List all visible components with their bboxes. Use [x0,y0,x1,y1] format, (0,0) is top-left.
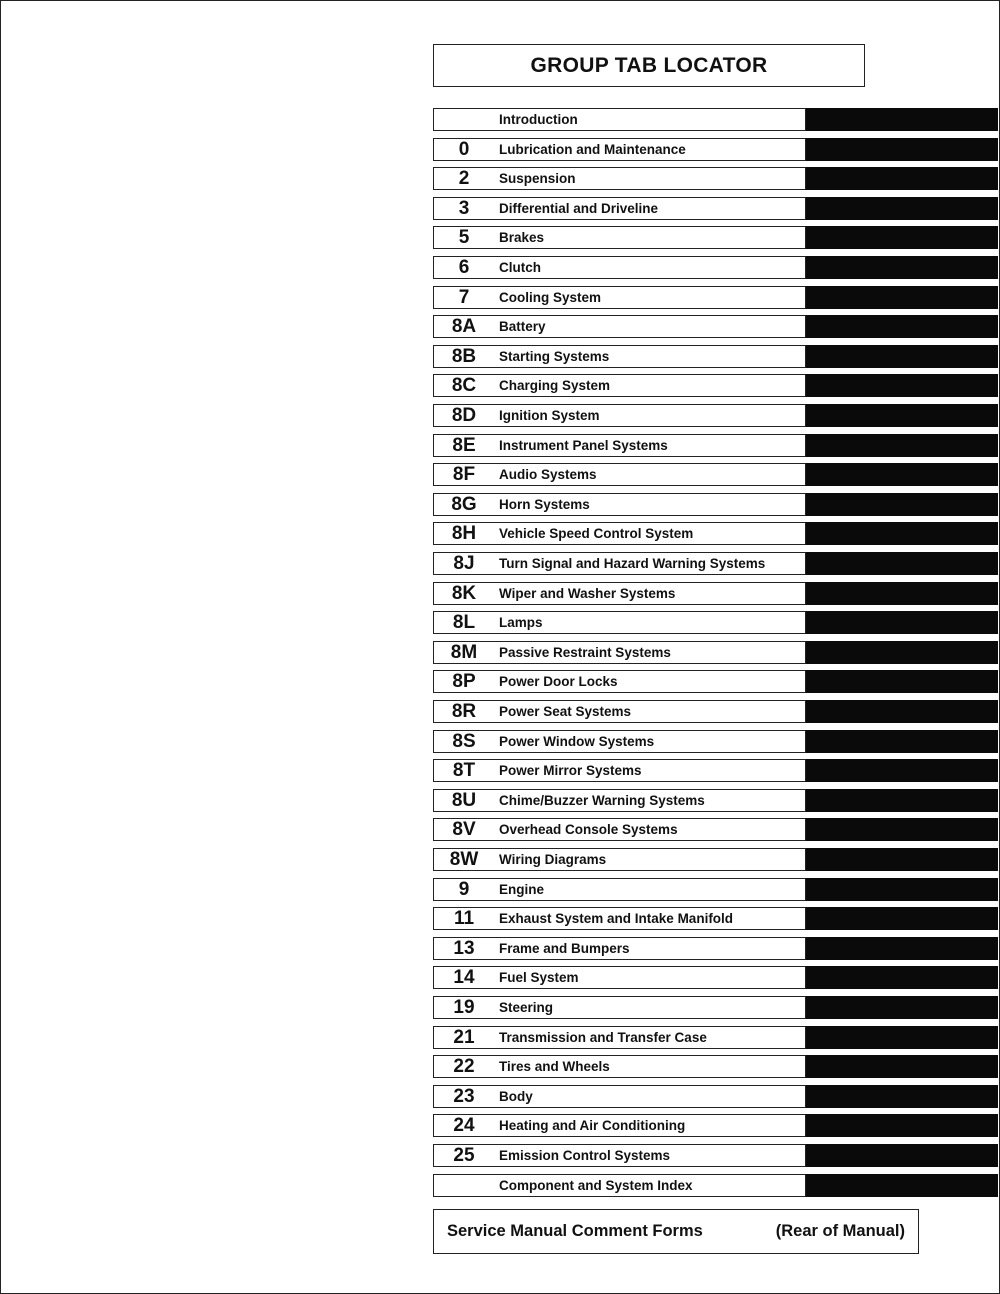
tab-row[interactable] [433,167,998,190]
tab-title: Turn Signal and Hazard Warning Systems [499,556,766,571]
tab-row[interactable] [433,878,998,901]
tab-label-box [433,759,806,782]
tab-edge-marker [806,256,998,279]
tab-number: 8B [451,345,477,367]
tab-row[interactable] [433,138,998,161]
comment-forms-label: Service Manual Comment Forms [447,1222,703,1240]
tab-label-box [433,1055,806,1078]
page-title: GROUP TAB LOCATOR [433,44,865,87]
tab-number: 8F [452,463,476,485]
tab-label-box [433,286,806,309]
tab-edge-marker [806,848,998,871]
tab-label-box [433,789,806,812]
tab-row[interactable] [433,315,998,338]
tab-title: Passive Restraint Systems [499,645,671,660]
tab-row[interactable] [433,1144,998,1167]
tab-row[interactable] [433,226,998,249]
tab-row[interactable] [433,552,998,575]
tab-title: Power Window Systems [499,734,655,749]
tab-label-box [433,552,806,575]
tab-number: 11 [453,907,475,929]
tab-number: 8H [451,522,477,544]
tab-edge-marker [806,818,998,841]
tab-edge-marker [806,1026,998,1049]
tab-number: 8U [451,789,477,811]
tab-number: 8M [450,641,478,663]
tab-row[interactable] [433,937,998,960]
tab-number: 8G [451,493,477,515]
tab-edge-marker [806,937,998,960]
tab-edge-marker [806,789,998,812]
tab-title: Differential and Driveline [499,201,659,216]
comment-forms-location: (Rear of Manual) [775,1222,905,1240]
tab-edge-marker [806,404,998,427]
tab-label-box [433,138,806,161]
tab-row[interactable] [433,1114,998,1137]
tab-row[interactable] [433,1055,998,1078]
tab-title: Engine [499,882,545,897]
tab-row[interactable] [433,759,998,782]
tab-edge-marker [806,996,998,1019]
tab-label-box [433,907,806,930]
tab-row[interactable] [433,434,998,457]
tab-edge-marker [806,670,998,693]
tab-row[interactable] [433,996,998,1019]
tab-row[interactable] [433,966,998,989]
tab-title: Ignition System [499,408,600,423]
tab-title: Component and System Index [499,1178,693,1193]
tab-label-box [433,167,806,190]
tab-label-box [433,374,806,397]
tab-edge-marker [806,226,998,249]
tab-edge-marker [806,759,998,782]
tab-title: Wiper and Washer Systems [499,586,676,601]
tab-row[interactable] [433,789,998,812]
tab-label-box [433,670,806,693]
tab-row[interactable] [433,345,998,368]
tab-title: Instrument Panel Systems [499,438,668,453]
tab-edge-marker [806,463,998,486]
tab-row[interactable] [433,374,998,397]
tab-title: Introduction [499,112,578,127]
tab-edge-marker [806,1144,998,1167]
tab-title: Heating and Air Conditioning [499,1118,686,1133]
tab-row[interactable] [433,907,998,930]
tab-title: Lamps [499,615,543,630]
tab-number: 22 [453,1055,475,1077]
tab-number: 8L [452,611,476,633]
tab-edge-marker [806,582,998,605]
tab-label-box [433,611,806,634]
tab-row[interactable] [433,1026,998,1049]
tab-title: Frame and Bumpers [499,941,630,956]
tab-title: Audio Systems [499,467,597,482]
tab-label-box [433,315,806,338]
tab-number: 9 [458,878,470,900]
tab-row[interactable] [433,670,998,693]
tab-edge-marker [806,1174,998,1197]
tab-row[interactable] [433,611,998,634]
tab-number: 6 [458,256,470,278]
tab-number: 21 [453,1026,475,1048]
tab-number: 0 [458,138,470,160]
tab-title: Lubrication and Maintenance [499,142,686,157]
tab-label-box [433,730,806,753]
tab-edge-marker [806,1085,998,1108]
tab-label-box [433,463,806,486]
tab-label-box [433,818,806,841]
tab-row[interactable] [433,582,998,605]
tab-title: Fuel System [499,970,579,985]
tab-label-box [433,996,806,1019]
tab-number: 8V [452,818,476,840]
tab-title: Steering [499,1000,554,1015]
tab-edge-marker [806,522,998,545]
tab-label-box [433,1114,806,1137]
tab-label-box [433,937,806,960]
tab-title: Transmission and Transfer Case [499,1030,707,1045]
tab-edge-marker [806,1055,998,1078]
tab-row[interactable] [433,1174,998,1197]
tab-label-box [433,1026,806,1049]
tab-number: 24 [453,1114,475,1136]
tab-edge-marker [806,552,998,575]
tab-edge-marker [806,700,998,723]
tab-title: Wiring Diagrams [499,852,607,867]
tab-number: 8W [449,848,479,870]
tab-edge-marker [806,197,998,220]
tab-label-box [433,848,806,871]
tab-number: 3 [458,197,470,219]
tab-edge-marker [806,493,998,516]
tab-title: Body [499,1089,533,1104]
tab-label-box [433,700,806,723]
tab-edge-marker [806,966,998,989]
tab-number: 8T [452,759,476,781]
tab-label-box [433,493,806,516]
tab-number: 2 [458,167,470,189]
tab-title: Power Door Locks [499,674,618,689]
tab-label-box [433,522,806,545]
tab-title: Charging System [499,378,611,393]
tab-edge-marker [806,641,998,664]
tab-title: Suspension [499,171,576,186]
tab-number: 8E [452,434,476,456]
tab-number: 7 [458,286,470,308]
tab-number: 8S [452,730,476,752]
tab-label-box [433,256,806,279]
tab-edge-marker [806,286,998,309]
tab-title: Brakes [499,230,545,245]
tab-title: Battery [499,319,546,334]
tab-title: Overhead Console Systems [499,822,678,837]
tab-edge-marker [806,878,998,901]
tab-row[interactable] [433,463,998,486]
tab-number: 8J [453,552,475,574]
tab-row[interactable] [433,493,998,516]
tab-edge-marker [806,108,998,131]
tab-title: Starting Systems [499,349,610,364]
tab-edge-marker [806,1114,998,1137]
tab-number: 23 [453,1085,475,1107]
tab-row[interactable] [433,522,998,545]
tab-label-box [433,404,806,427]
tab-label-box [433,108,806,131]
tab-label-box [433,434,806,457]
tab-edge-marker [806,138,998,161]
tab-number: 19 [453,996,475,1018]
tab-label-box [433,197,806,220]
tab-row[interactable] [433,197,998,220]
tab-label-box [433,1174,806,1197]
tab-title: Clutch [499,260,541,275]
tab-number: 8P [452,670,476,692]
tab-edge-marker [806,730,998,753]
tab-title: Tires and Wheels [499,1059,610,1074]
tab-edge-marker [806,315,998,338]
tab-label-box [433,641,806,664]
tab-label-box [433,1085,806,1108]
tab-row[interactable] [433,848,998,871]
tab-title: Vehicle Speed Control System [499,526,694,541]
tab-edge-marker [806,345,998,368]
tab-row[interactable] [433,641,998,664]
tab-number: 8A [451,315,477,337]
tab-row[interactable] [433,404,998,427]
tab-row[interactable] [433,286,998,309]
tab-row[interactable] [433,256,998,279]
tab-label-box [433,226,806,249]
tab-row[interactable] [433,730,998,753]
tab-row[interactable] [433,700,998,723]
tab-edge-marker [806,167,998,190]
tab-row[interactable] [433,1085,998,1108]
tab-title: Exhaust System and Intake Manifold [499,911,734,926]
tab-title: Power Mirror Systems [499,763,642,778]
tab-number: 8C [451,374,477,396]
tab-title: Horn Systems [499,497,590,512]
tab-number: 8K [451,582,477,604]
tab-row[interactable] [433,108,998,131]
tab-edge-marker [806,434,998,457]
tab-row[interactable] [433,818,998,841]
tab-label-box [433,878,806,901]
tab-label-box [433,345,806,368]
tab-label-box [433,582,806,605]
tab-number: 8R [451,700,477,722]
tab-number: 5 [458,226,470,248]
tab-number: 8D [451,404,477,426]
tab-title: Cooling System [499,290,602,305]
tab-label-box [433,966,806,989]
tab-edge-marker [806,374,998,397]
tab-title: Power Seat Systems [499,704,632,719]
tab-edge-marker [806,907,998,930]
tab-label-box [433,1144,806,1167]
tab-edge-marker [806,611,998,634]
tab-number: 14 [453,966,475,988]
tab-number: 13 [453,937,475,959]
tab-title: Emission Control Systems [499,1148,671,1163]
tab-number: 25 [453,1144,475,1166]
tab-title: Chime/Buzzer Warning Systems [499,793,705,808]
comment-forms-box[interactable] [433,1209,919,1254]
